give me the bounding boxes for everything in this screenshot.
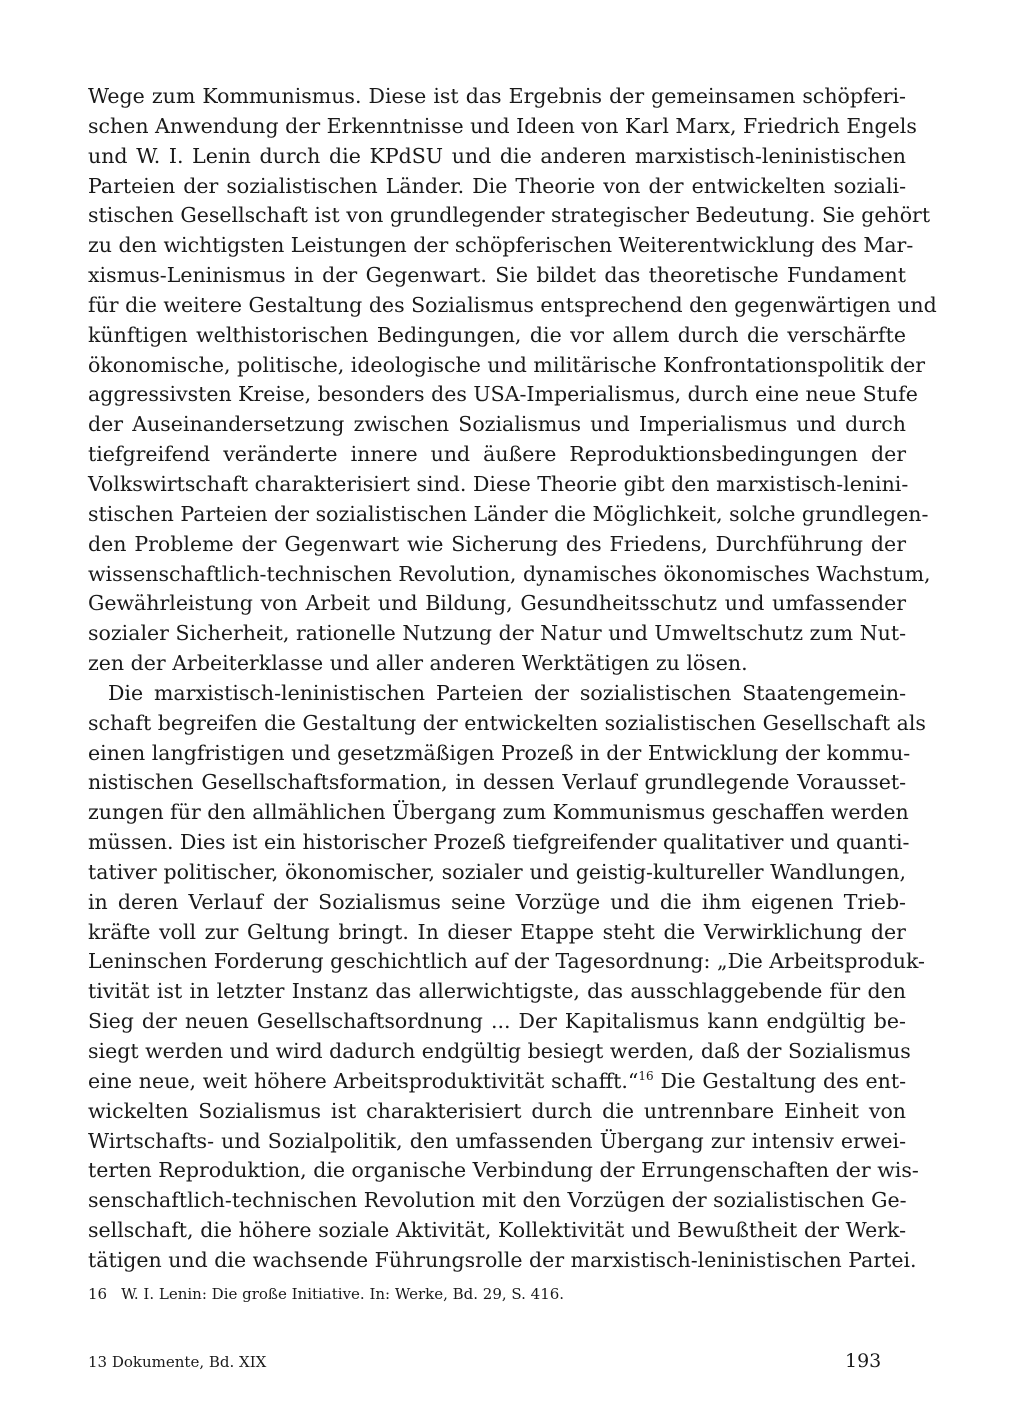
text-line: der Auseinandersetzung zwischen Sozialismus und Imperialismus und durch (88, 412, 906, 437)
text-line: terten Reproduktion, die organische Verbindung der Errungenschaften der wis- (88, 1158, 919, 1183)
text-line: künftigen welthistorischen Bedingungen, die vor allem durch die verschärfte (88, 322, 906, 347)
text-line: kräfte voll zur Geltung bringt. In dieser Etappe steht die Verwirklichung der (88, 919, 906, 944)
citation-line-before: eine neue, weit höhere Arbeitsproduktivität schafft.“ (88, 1068, 639, 1093)
text-line: zu den wichtigsten Leistungen der schöpferischen Weiterentwicklung des Mar- (88, 233, 914, 258)
text-line: zungen für den allmählichen Übergang zum Kommunismus geschaffen werden (88, 800, 909, 825)
text-line: schen Anwendung der Erkenntnisse und Ideen von Karl Marx, Friedrich Engels (88, 113, 917, 138)
text-line: tativer politischer, ökonomischer, sozialer und geistig-kultureller Wandlungen, (88, 859, 906, 884)
text-line: nistischen Gesellschaftsformation, in dessen Verlauf grundlegende Vorausset- (88, 770, 906, 795)
text-line: tätigen und die wachsende Führungsrolle der marxistisch-leninistischen Partei. (88, 1247, 917, 1272)
text-line: Wege zum Kommunismus. Diese ist das Ergebnis der gemeinsamen schöpferi- (88, 84, 906, 108)
text-line: Sieg der neuen Gesellschaftsordnung ... Der Kapitalismus kann endgültig be- (88, 1009, 906, 1034)
text-line: Parteien der sozialistischen Länder. Die Theorie von der entwickelten soziali- (88, 173, 906, 198)
text-line: sellschaft, die höhere soziale Aktivität, Kollektivität und Bewußtheit der Werk- (88, 1218, 906, 1243)
text-line: stischen Parteien der sozialistischen Länder die Möglichkeit, solche grundlegen- (88, 501, 929, 526)
text-line: Volkswirtschaft charakterisiert sind. Diese Theorie gibt den marxistisch-lenini- (88, 471, 909, 496)
text-line: Gewährleistung von Arbeit und Bildung, Gesundheitsschutz und umfassender (88, 591, 906, 616)
paragraph-2-continued (88, 1097, 919, 1276)
text-line: tiefgreifend veränderte innere und äußere Reproduktionsbedingungen der (88, 442, 906, 467)
text-line: den Probleme der Gegenwart wie Sicherung des Friedens, Durchführung der (88, 531, 906, 556)
citation-line-after: Die Gestaltung des ent- (653, 1068, 906, 1093)
text-line: senschaftlich-technischen Revolution mit den Vorzügen der sozialistischen Ge- (88, 1188, 907, 1213)
text-line: in deren Verlauf der Sozialismus seine Vorzüge und die ihm eigenen Trieb- (88, 889, 906, 914)
sheet-signature: 13 Dokumente, Bd. XIX (88, 1353, 267, 1371)
body-text (88, 82, 937, 1276)
page-number: 193 (845, 1350, 882, 1372)
text-line: wissenschaftlich-technischen Revolution, dynamisches ökonomisches Wachstum, (88, 561, 931, 586)
paragraph-1 (88, 82, 937, 679)
text-line: Leninschen Forderung geschichtlich auf der Tagesordnung: „Die Arbeitsproduk- (88, 949, 925, 974)
text-line: und W. I. Lenin durch die KPdSU und die anderen marxistisch-leninistischen (88, 143, 906, 168)
footnote (88, 1285, 564, 1303)
text-line: aggressivsten Kreise, besonders des USA-Imperialismus, durch eine neue Stufe (88, 382, 918, 407)
paragraph-2 (88, 679, 926, 1067)
footnote-reference: 16 (638, 1068, 654, 1083)
footnote-text: W. I. Lenin: Die große Initiative. In: Werke, Bd. 29, S. 416. (121, 1285, 565, 1303)
text-line: für die weitere Gestaltung des Sozialismus entsprechend den gegenwärtigen und (88, 292, 937, 317)
text-line: xismus-Leninismus in der Gegenwart. Sie bildet das theoretische Fundament (88, 263, 906, 288)
text-line: wickelten Sozialismus ist charakterisiert durch die untrennbare Einheit von (88, 1098, 906, 1123)
text-line: Wirtschafts- und Sozialpolitik, den umfassenden Übergang zur intensiv erwei- (88, 1128, 906, 1153)
text-line: stischen Gesellschaft ist von grundlegender strategischer Bedeutung. Sie gehört (88, 203, 931, 228)
footnote-number: 16 (88, 1285, 108, 1303)
text-line: zen der Arbeiterklasse und aller anderen Werktätigen zu lösen. (88, 651, 748, 676)
text-line: einen langfristigen und gesetzmäßigen Prozeß in der Entwicklung der kommu- (88, 740, 911, 765)
paragraph-2-citation-line (88, 1067, 906, 1097)
text-line: siegt werden und wird dadurch endgültig besiegt werden, daß der Sozialismus (88, 1039, 911, 1063)
text-line: schaft begreifen die Gestaltung der entwickelten sozialistischen Gesellschaft als (88, 710, 926, 735)
text-line: müssen. Dies ist ein historischer Prozeß tiefgreifender qualitativer und quanti- (88, 830, 910, 855)
text-line: sozialer Sicherheit, rationelle Nutzung der Natur und Umweltschutz zum Nut- (88, 621, 906, 646)
text-line: ökonomische, politische, ideologische und militärische Konfrontationspolitik der (88, 352, 926, 377)
text-line: tivität ist in letzter Instanz das allerwichtigste, das ausschlaggebende für den (88, 979, 906, 1004)
text-line: Die marxistisch-leninistischen Parteien der sozialistischen Staatengemein- (108, 680, 906, 705)
